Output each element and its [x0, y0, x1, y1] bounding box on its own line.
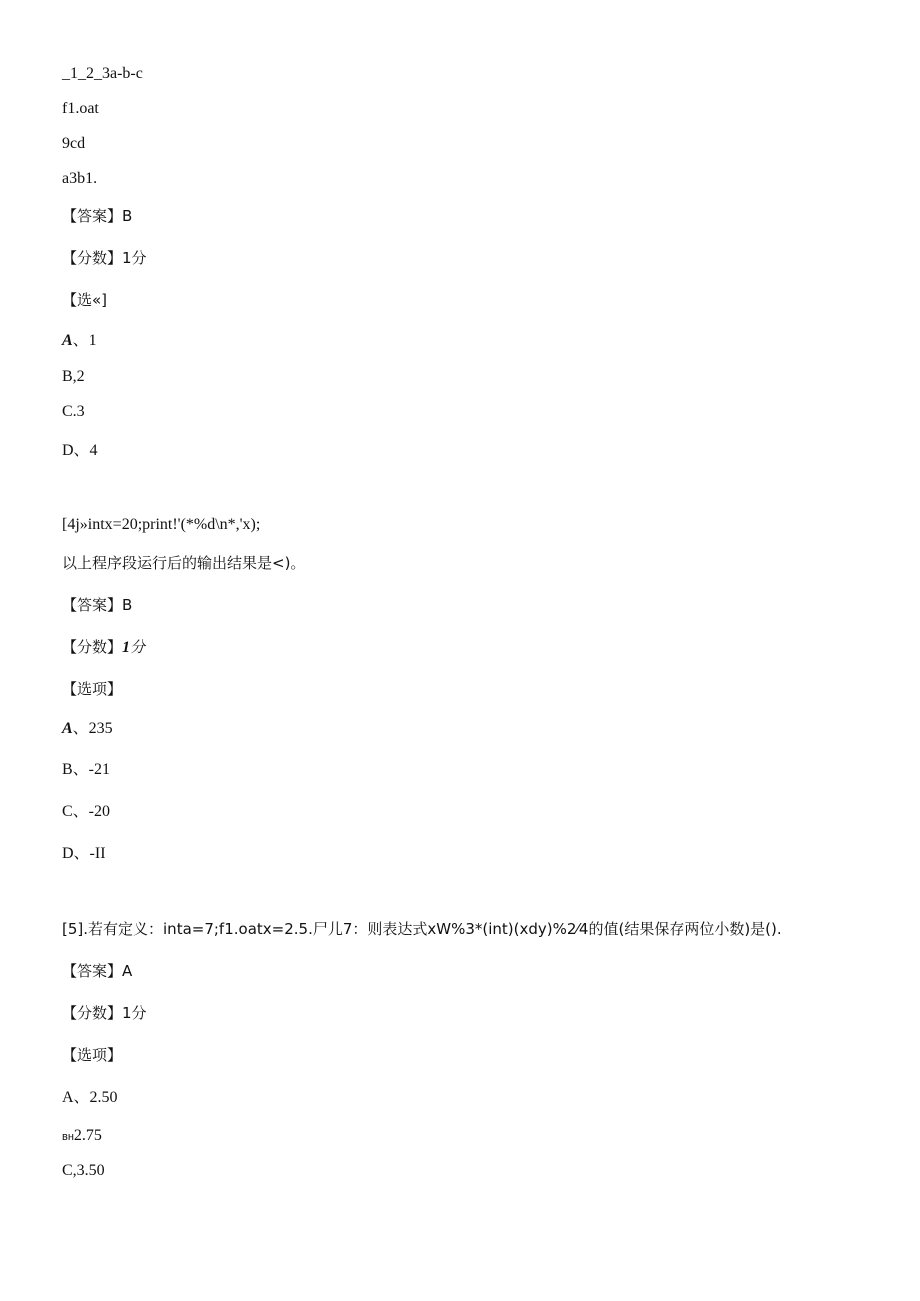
q4-choice-d: D、-II: [62, 845, 106, 862]
q4-choice-a: [62, 721, 113, 737]
q5-choice-c: C,3.50: [62, 1162, 105, 1179]
choice-b: B,2: [62, 368, 85, 385]
q4-choice-b: B、-21: [62, 761, 111, 778]
q4-score-unit: 分: [130, 638, 146, 656]
q5-answer-label: 【答案】A: [62, 962, 133, 980]
q4-answer-label: 【答案】B: [62, 596, 133, 614]
q4-score-prefix: 【分数】: [62, 638, 123, 656]
q4-code: [4j»intx=20;print!'(*%d\n*,'x);: [62, 516, 261, 533]
q4-score-label: [62, 640, 145, 656]
q4-question: 以上程序段运行后的输出结果是<)。: [62, 554, 306, 572]
option-line-2: f1.oat: [62, 100, 99, 117]
q5-question: [5].若有定义：inta=7;f1.oatx=2.5.尸儿7：则表达式xW%3*(int)(xdy)%2⁄4的值(结果保存两位小数)是().: [62, 920, 782, 938]
q4-choice-c: C、-20: [62, 803, 111, 820]
q5-choice-b: [62, 1128, 102, 1144]
q4-options-label: 【选项】: [62, 680, 123, 698]
q4-choice-a-text: 、235: [72, 720, 113, 737]
q4-choice-a-letter: A: [62, 720, 73, 737]
choice-d: D、4: [62, 442, 98, 459]
answer-label: 【答案】B: [62, 207, 133, 225]
choice-a-letter: A: [62, 332, 73, 349]
q5-score-label: 【分数】1分: [62, 1004, 147, 1022]
choice-a-text: 、1: [72, 332, 97, 349]
score-label: 【分数】1分: [62, 249, 147, 267]
q5-choice-b-value: 2.75: [73, 1127, 102, 1144]
q5-choice-b-prefix: вн: [62, 1131, 74, 1143]
q5-choice-a: A、2.50: [62, 1089, 118, 1106]
choice-a: [62, 333, 97, 349]
q4-score-number: 1: [122, 639, 131, 656]
option-line-1: _1_2_3a-b-c: [62, 65, 143, 82]
choice-c: C.3: [62, 403, 85, 420]
options-label: 【选«]: [62, 291, 108, 309]
option-line-3: 9cd: [62, 135, 86, 152]
q5-options-label: 【选项】: [62, 1046, 123, 1064]
option-line-4: a3b1.: [62, 170, 98, 187]
